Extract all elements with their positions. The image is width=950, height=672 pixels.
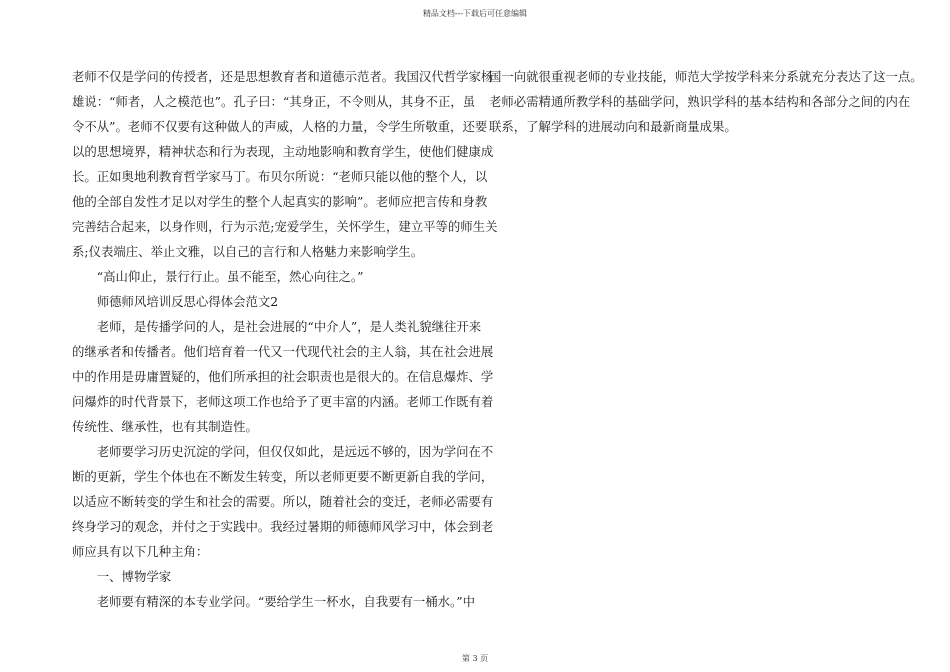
text-line: 的继承者和传播者。他们培育着一代又一代现代社会的主人翁，其在社会进展 [72, 344, 494, 359]
subsection-heading: 一、博物学家 [72, 569, 172, 584]
text-line: 断的更新，学生个体也在不断发生转变，所以老师更要不断更新自我的学问， [72, 469, 494, 484]
text-line: 以的思想境界，精神状态和行为表现，主动地影响和教育学生，使他们健康成 [72, 144, 494, 159]
text-line: 终身学习的观念，并付之于实践中。我经过暑期的师德师风学习中，体会到老 [72, 519, 494, 534]
text-line: 师应具有以下几种主角： [72, 544, 209, 559]
text-line: 雄说：“师者，人之模范也”。孔子曰：“其身正，不令则从，其身不正，虽 [72, 94, 476, 109]
text-line: 问爆炸的时代背景下，老师这项工作也给予了更丰富的内涵。老师工作既有着 [72, 394, 494, 409]
text-line: 老师不仅是学问的传授者，还是思想教育者和道德示范者。我国汉代哲学家杨 [72, 69, 494, 84]
text-line: 中的作用是毋庸置疑的，他们所承担的社会职责也是很大的。在信息爆炸、学 [72, 369, 494, 384]
text-line: 系;仪表端庄、举止文雅，以自己的言行和人格魅力来影响学生。 [72, 244, 424, 259]
text-line: 长。正如奥地利教育哲学家马丁。布贝尔所说：“老师只能以他的整个人，以 [72, 169, 488, 184]
text-line: 以适应不断转变的学生和社会的需要。所以，随着社会的变迁，老师必需要有 [72, 494, 494, 509]
page-header: 精品文档---下载后可任意编辑 [422, 9, 528, 18]
text-line: 国一向就很重视老师的专业技能，师范大学按学科来分系就充分表达了这一点。 [489, 69, 923, 84]
section-title: 师德师风培训反思心得体会范文2 [72, 294, 279, 309]
text-line: 他的全部自发性才足以对学生的整个人起真实的影响”。老师应把言传和身教 [72, 194, 488, 209]
text-line: 完善结合起来，以身作则，行为示范;宠爱学生，关怀学生，建立平等的师生关 [72, 219, 498, 234]
right-text-column [489, 64, 923, 139]
text-line: 联系，了解学科的进展动向和最新商量成果。 [489, 119, 737, 134]
text-line: 老师必需精通所教学科的基础学问，熟识学科的基本结构和各部分之间的内在 [489, 94, 911, 109]
text-line: 老师要学习历史沉淀的学问，但仅仅如此，是远远不够的，因为学问在不 [72, 444, 494, 459]
page-number: 第 3 页 [461, 654, 489, 663]
text-line: 传统性、继承性，也有其制造性。 [72, 419, 258, 434]
quote-line: “高山仰止，景行行止。虽不能至，然心向往之。” [72, 269, 364, 284]
text-line: 老师要有精深的本专业学问。“要给学生一杯水，自我要有一桶水。”中 [72, 594, 475, 609]
left-text-column [72, 64, 498, 614]
text-line: 老师，是传播学问的人，是社会进展的“中介人”，是人类礼貌继往开来 [72, 319, 482, 334]
text-line: 令不从”。老师不仅要有这种做人的声威，人格的力量，令学生所敬重，还要 [72, 119, 488, 134]
